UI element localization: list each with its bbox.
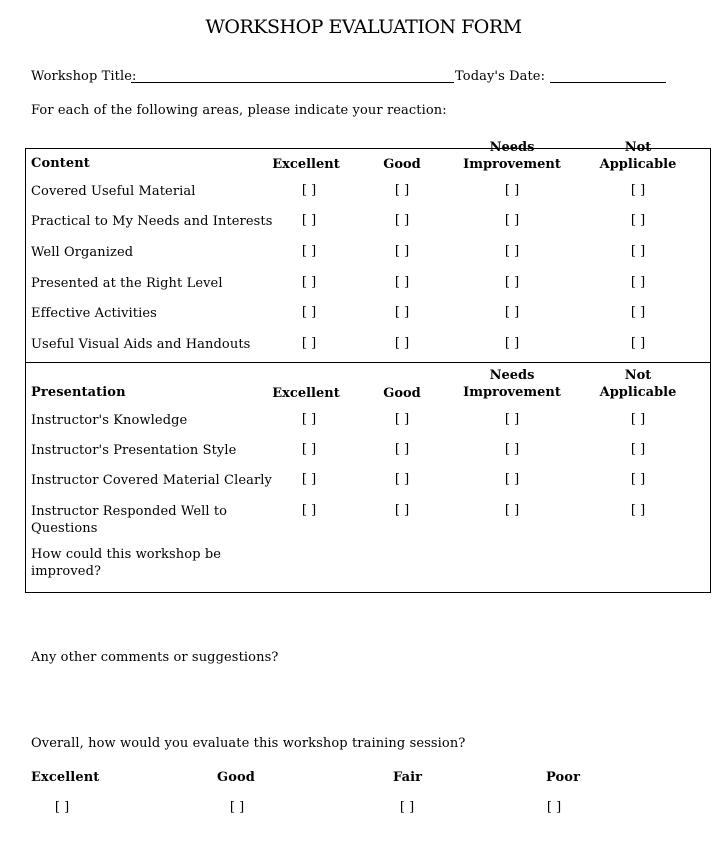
checkbox-needs-improvement[interactable]: [ ]	[504, 275, 520, 290]
workshop-title-field[interactable]	[131, 82, 454, 83]
row-label: Well Organized	[31, 245, 134, 260]
checkbox-not-applicable[interactable]: [ ]	[630, 442, 646, 457]
presentation-heading: Presentation	[31, 385, 126, 400]
col-needs-line1: Needs	[489, 140, 535, 155]
section-divider	[25, 362, 711, 363]
overall-good-checkbox[interactable]: [ ]	[229, 800, 245, 815]
comments-question: Any other comments or suggestions?	[31, 650, 279, 665]
row-label: Instructor Covered Material Clearly	[31, 473, 272, 488]
improve-question-line2: improved?	[31, 564, 102, 579]
checkbox-not-applicable[interactable]: [ ]	[630, 503, 646, 518]
checkbox-good[interactable]: [ ]	[394, 213, 410, 228]
checkbox-good[interactable]: [ ]	[394, 336, 410, 351]
checkbox-good[interactable]: [ ]	[394, 442, 410, 457]
instruction-text: For each of the following areas, please indicate your reaction:	[31, 103, 447, 118]
col-good-header: Good	[383, 157, 421, 172]
form-title: WORKSHOP EVALUATION FORM	[205, 16, 522, 38]
checkbox-needs-improvement[interactable]: [ ]	[504, 336, 520, 351]
col-needs-line2: Improvement	[463, 385, 561, 400]
col-needs-line2: Improvement	[463, 157, 561, 172]
col-na-line1: Not	[624, 140, 652, 155]
col-excellent-header: Excellent	[272, 386, 340, 401]
checkbox-needs-improvement[interactable]: [ ]	[504, 305, 520, 320]
checkbox-needs-improvement[interactable]: [ ]	[504, 503, 520, 518]
checkbox-not-applicable[interactable]: [ ]	[630, 244, 646, 259]
row-label-line1: Instructor Responded Well to	[31, 504, 228, 519]
col-needs-header	[462, 367, 562, 401]
row-label: Useful Visual Aids and Handouts	[31, 337, 251, 352]
checkbox-needs-improvement[interactable]: [ ]	[504, 442, 520, 457]
row-label: Covered Useful Material	[31, 184, 196, 199]
checkbox-not-applicable[interactable]: [ ]	[630, 275, 646, 290]
row-label: Instructor's Knowledge	[31, 413, 188, 428]
overall-excellent-checkbox[interactable]: [ ]	[54, 800, 70, 815]
col-na-header	[598, 139, 678, 173]
checkbox-good[interactable]: [ ]	[394, 244, 410, 259]
checkbox-excellent[interactable]: [ ]	[301, 183, 317, 198]
checkbox-good[interactable]: [ ]	[394, 305, 410, 320]
overall-poor-checkbox[interactable]: [ ]	[546, 800, 562, 815]
checkbox-excellent[interactable]: [ ]	[301, 275, 317, 290]
overall-fair-label: Fair	[393, 770, 423, 785]
overall-excellent-label: Excellent	[31, 770, 100, 785]
col-good-header: Good	[383, 386, 421, 401]
todays-date-field[interactable]	[550, 82, 666, 83]
checkbox-needs-improvement[interactable]: [ ]	[504, 244, 520, 259]
checkbox-not-applicable[interactable]: [ ]	[630, 336, 646, 351]
checkbox-needs-improvement[interactable]: [ ]	[504, 183, 520, 198]
col-needs-header	[462, 139, 562, 173]
overall-good-label: Good	[217, 770, 255, 785]
overall-poor-label: Poor	[546, 770, 581, 785]
overall-question: Overall, how would you evaluate this workshop training session?	[31, 736, 466, 751]
checkbox-needs-improvement[interactable]: [ ]	[504, 412, 520, 427]
row-label: Practical to My Needs and Interests	[31, 214, 273, 229]
checkbox-not-applicable[interactable]: [ ]	[630, 472, 646, 487]
checkbox-not-applicable[interactable]: [ ]	[630, 213, 646, 228]
checkbox-needs-improvement[interactable]: [ ]	[504, 213, 520, 228]
checkbox-excellent[interactable]: [ ]	[301, 336, 317, 351]
checkbox-good[interactable]: [ ]	[394, 412, 410, 427]
col-excellent-header: Excellent	[272, 157, 340, 172]
checkbox-good[interactable]: [ ]	[394, 472, 410, 487]
todays-date-label: Today's Date:	[455, 69, 546, 84]
overall-fair-checkbox[interactable]: [ ]	[399, 800, 415, 815]
row-label: Instructor's Presentation Style	[31, 443, 237, 458]
checkbox-excellent[interactable]: [ ]	[301, 442, 317, 457]
checkbox-excellent[interactable]: [ ]	[301, 213, 317, 228]
row-label: Presented at the Right Level	[31, 276, 223, 291]
checkbox-not-applicable[interactable]: [ ]	[630, 183, 646, 198]
checkbox-excellent[interactable]: [ ]	[301, 503, 317, 518]
checkbox-not-applicable[interactable]: [ ]	[630, 305, 646, 320]
col-na-header	[598, 367, 678, 401]
col-na-line2: Applicable	[599, 385, 677, 400]
col-na-line1: Not	[624, 368, 652, 383]
checkbox-excellent[interactable]: [ ]	[301, 305, 317, 320]
row-label: Effective Activities	[31, 306, 157, 321]
checkbox-not-applicable[interactable]: [ ]	[630, 412, 646, 427]
checkbox-excellent[interactable]: [ ]	[301, 472, 317, 487]
checkbox-needs-improvement[interactable]: [ ]	[504, 472, 520, 487]
checkbox-good[interactable]: [ ]	[394, 275, 410, 290]
checkbox-excellent[interactable]: [ ]	[301, 412, 317, 427]
checkbox-good[interactable]: [ ]	[394, 503, 410, 518]
checkbox-good[interactable]: [ ]	[394, 183, 410, 198]
row-label-line2: Questions	[31, 521, 98, 536]
checkbox-excellent[interactable]: [ ]	[301, 244, 317, 259]
workshop-title-label: Workshop Title:	[31, 69, 137, 84]
col-na-line2: Applicable	[599, 157, 677, 172]
improve-question-line1: How could this workshop be	[31, 547, 222, 562]
content-heading: Content	[31, 156, 90, 171]
col-needs-line1: Needs	[489, 368, 535, 383]
